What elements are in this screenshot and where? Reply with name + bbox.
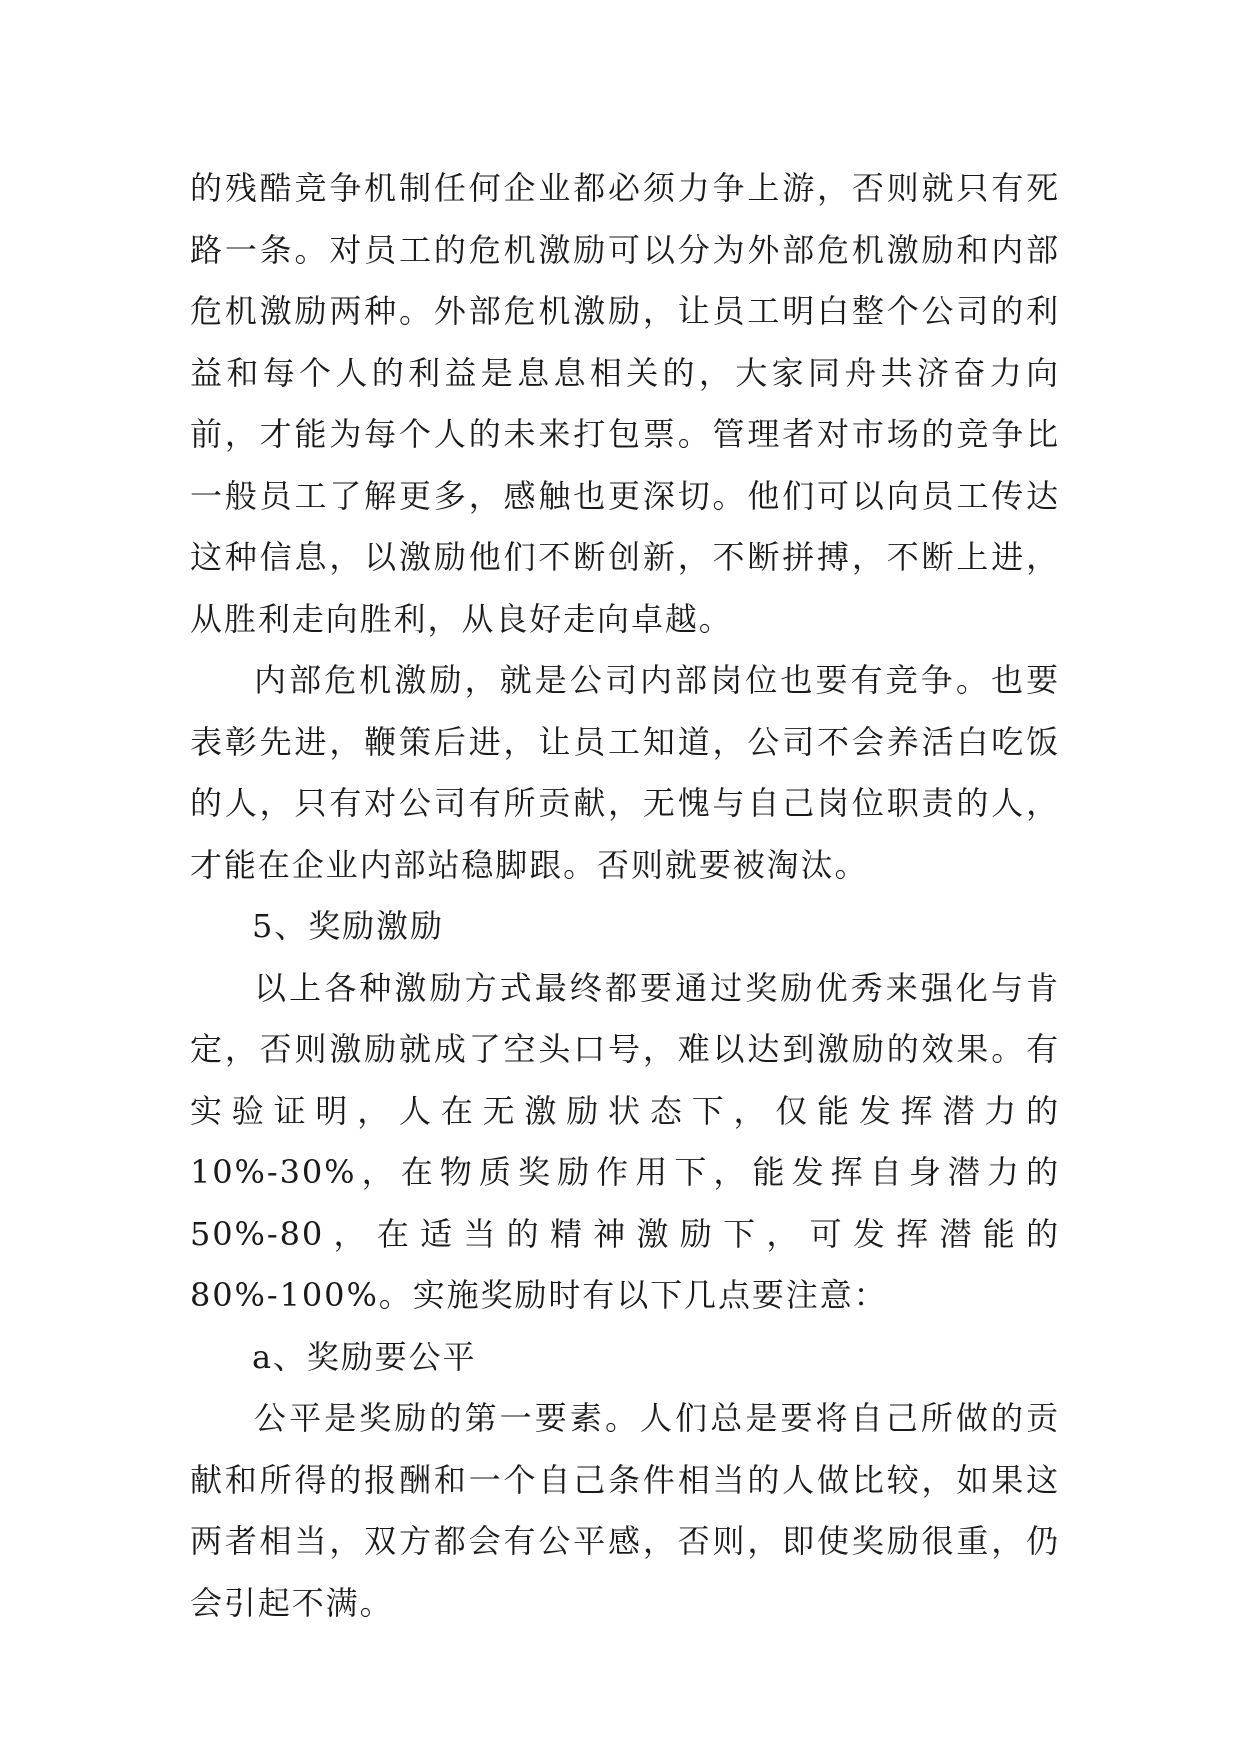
document-body <box>190 158 1060 1634</box>
paragraph-2: 内部危机激励，就是公司内部岗位也要有竞争。也要表彰先进，鞭策后进，让员工知道，公司不会养活白吃饭的人，只有对公司有所贡献，无愧与自己岗位职责的人，才能在企业内部站稳脚跟。否则就要被淘汰。 <box>190 661 1060 884</box>
paragraph-3: 以上各种激励方式最终都要通过奖励优秀来强化与肯定，否则激励就成了空头口号，难以达到激励的效果。有实验证明，人在无激励状态下，仅能发挥潜力的10%-30%，在物质奖励作用下，能发挥自身潜力的50%-80，在适当的精神激励下，可发挥潜能的80%-100%。实施奖励时有以下几点要注意： <box>190 968 1060 1314</box>
section-heading-reward-incentive: 5、奖励激励 <box>252 907 444 945</box>
paragraph-1: 的残酷竞争机制任何企业都必须力争上游，否则就只有死路一条。对员工的危机激励可以分为外部危机激励和内部危机激励两种。外部危机激励，让员工明白整个公司的利益和每个人的利益是息息相关的，大家同舟共济奋力向前，才能为每个人的未来打包票。管理者对市场的竞争比一般员工了解更多，感触也更深切。他们可以向员工传达这种信息，以激励他们不断创新，不断拼搏，不断上进，从胜利走向胜利，从良好走向卓越。 <box>190 169 1060 638</box>
paragraph-4: 公平是奖励的第一要素。人们总是要将自己所做的贡献和所得的报酬和一个自己条件相当的人做比较，如果这两者相当，双方都会有公平感，否则，即使奖励很重，仍会引起不满。 <box>190 1399 1060 1622</box>
subheading-fair-reward: a、奖励要公平 <box>252 1337 477 1376</box>
